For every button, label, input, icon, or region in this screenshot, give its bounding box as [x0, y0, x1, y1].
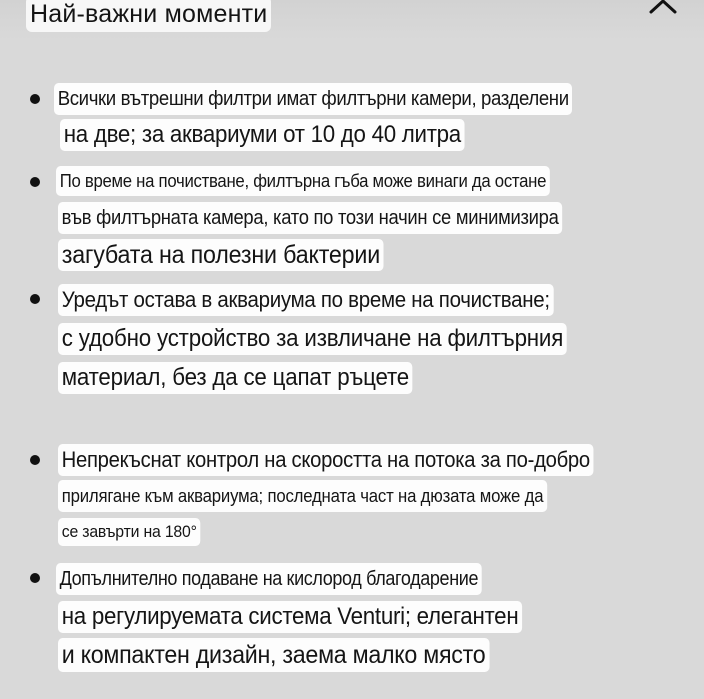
list-item-line: с удобно устройство за извличане на филтърния — [58, 323, 567, 355]
bullet-icon — [30, 455, 40, 465]
bullet-icon — [30, 94, 40, 104]
list-item-line: на две; за аквариуми от 10 до 40 литра — [60, 119, 465, 151]
bullet-icon — [30, 294, 40, 304]
list-item-line: материал, без да се цапат ръцете — [58, 362, 413, 394]
bullet-icon — [30, 177, 40, 187]
list-item-line: на регулируемата система Venturi; елегантен — [58, 601, 522, 633]
list-item-line: Допълнително подаване на кислород благодарение — [56, 563, 482, 595]
list-item-line: загубата на полезни бактерии — [58, 239, 384, 271]
section-title: Най-важни моменти — [26, 0, 271, 32]
list-item-line: се завърти на 180° — [58, 518, 201, 546]
bullet-icon — [30, 573, 40, 583]
list-item-line: и компактен дизайн, заема малко място — [58, 638, 489, 672]
list-item-line: По време на почистване, филтърна гъба може винаги да остане — [56, 166, 550, 196]
list-item-line: Непрекъснат контрол на скоростта на потока за по-добро — [58, 444, 594, 476]
list-item-line: Уредът остава в аквариума по време на почистване; — [58, 284, 554, 316]
list-item-line: Всички вътрешни филтри имат филтърни камери, разделени — [54, 83, 572, 115]
section-header — [0, 0, 704, 40]
chevron-up-icon[interactable] — [648, 0, 678, 16]
list-item-line: във филтърната камера, като по този начин се минимизира — [58, 202, 562, 234]
list-item-line: прилягане към аквариума; последната част на дюзата може да — [58, 480, 547, 512]
